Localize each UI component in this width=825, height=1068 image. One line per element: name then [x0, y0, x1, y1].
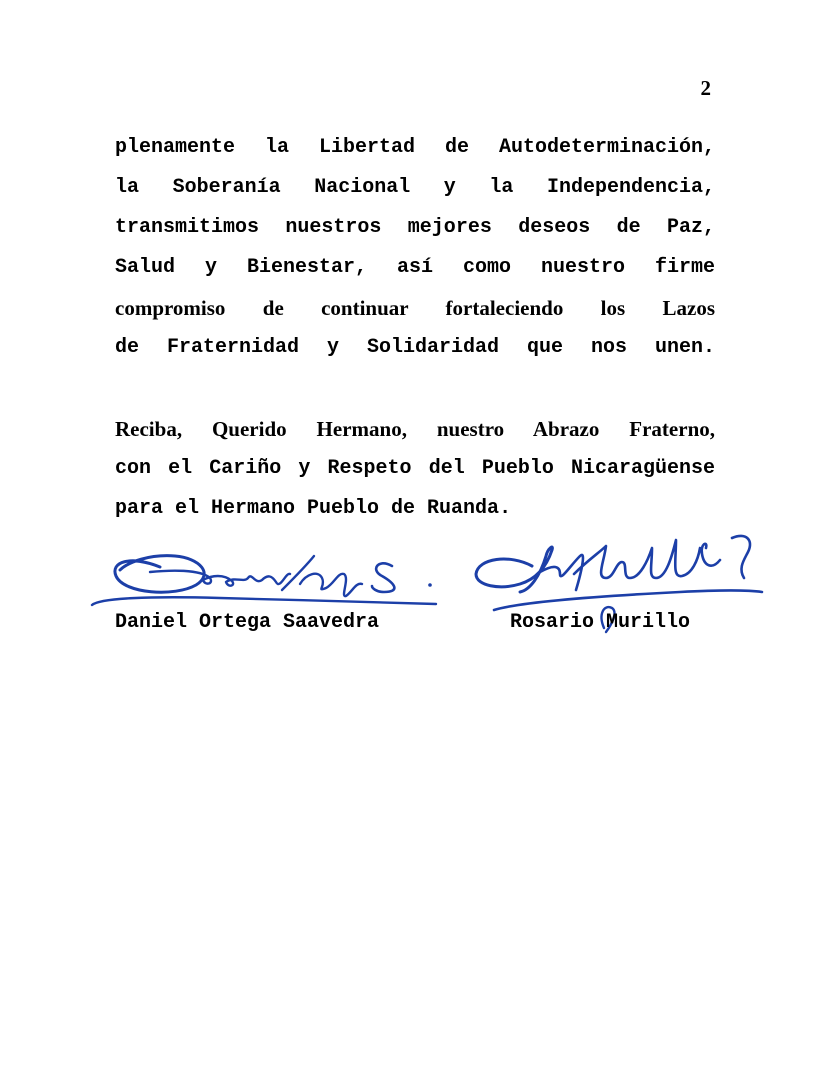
- paragraph-1-line: la Soberanía Nacional y la Independencia,: [115, 176, 715, 199]
- paragraph-2-line: para el Hermano Pueblo de Ruanda.: [115, 497, 512, 520]
- paragraph-1-line: Salud y Bienestar, así como nuestro firme: [115, 256, 715, 279]
- signer-name-daniel-ortega: Daniel Ortega Saavedra: [115, 611, 380, 634]
- paragraph-2-line: con el Cariño y Respeto del Pueblo Nicaragüense: [115, 457, 715, 480]
- paragraph-1-line: plenamente la Libertad de Autodeterminación,: [115, 136, 715, 159]
- page-number: 2: [700, 76, 711, 100]
- paragraph-1-line: de Fraternidad y Solidaridad que nos unen.: [115, 336, 715, 359]
- paragraph-2-line: Reciba, Querido Hermano, nuestro Abrazo Fraterno,: [115, 417, 715, 441]
- paragraph-1-line: transmitimos nuestros mejores deseos de Paz,: [115, 216, 715, 239]
- paragraph-1-line: compromiso de continuar fortaleciendo los Lazos: [115, 296, 715, 320]
- signature-daniel-ortega: [92, 556, 436, 605]
- signer-name-rosario-murillo: Rosario Murillo: [510, 611, 691, 634]
